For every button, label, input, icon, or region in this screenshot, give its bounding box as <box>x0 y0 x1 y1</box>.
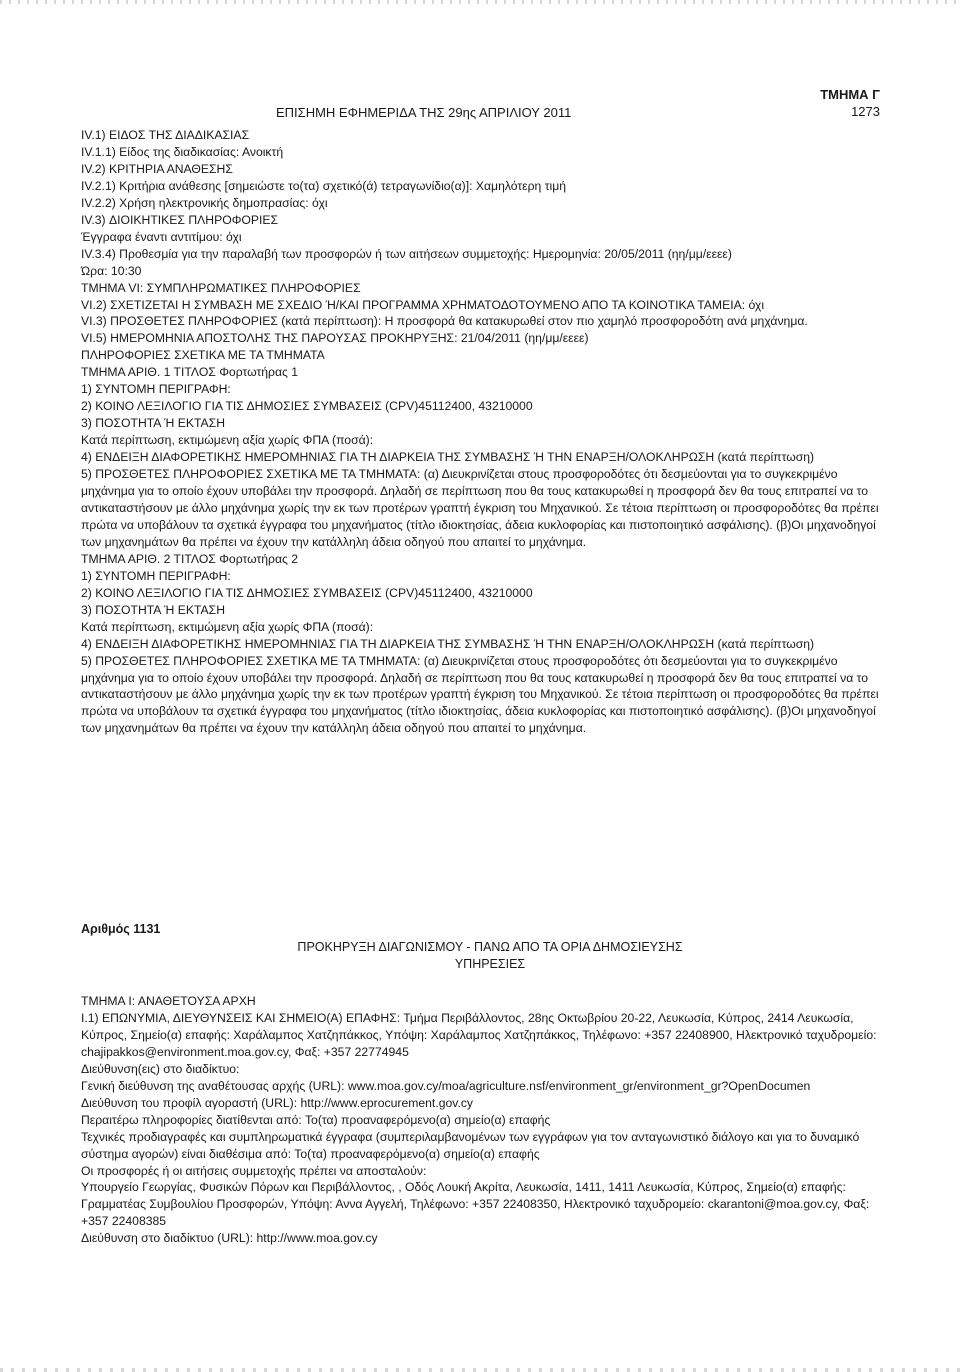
lot1-additional-info: 5) ΠΡΟΣΘΕΤΕΣ ΠΛΗΡΟΦΟΡΙΕΣ ΣΧΕΤΙΚΑ ΜΕ ΤΑ ΤΜΗΜΑΤΑ: (α) Διευκρινίζεται στους προσφοροδότες ότι δεσμεύονται για το συγκεκριμένο μηχάνημα για το οποίο έχουν υποβάλει την προσφορά. Δηλαδή σε περίπτωση που θα τους κατακυρωθεί η προσφορά δεν θα τους επιτραπεί να το αντικαταστήσουν με άλλο μηχάνημα χωρίς την εκ των προτέρων γραπτή έγκριση του Μηχανικού. Σε τέτοια περίπτωση οι προσφοροδότες θα πρέπει πρώτα να υποβάλουν τα σχετικά έγγραφα του μηχανήματος (τίτλο ιδιοκτησίας, άδεια κυκλοφορίας και πιστοποιητικό ασφάλισης). (β)Οι μηχανοδηγοί των μηχανημάτων θα πρέπει να έχουν την κατάλληλη άδεια οδηγού που απαιτεί το μηχάνημα. <box>81 467 879 549</box>
lot2-estimated-value: Κατά περίπτωση, εκτιμώμενη αξία χωρίς ΦΠΑ (ποσά): <box>81 619 374 634</box>
page-number: 1273 <box>851 104 880 119</box>
lots-heading: ΠΛΗΡΟΦΟΡΙΕΣ ΣΧΕΤΙΚΑ ΜΕ ΤΑ ΤΜΗΜΑΤΑ <box>81 348 325 363</box>
text-line: IV.2.1) Κριτήρια ανάθεσης [σημειώστε το(τα) σχετικό(ά) τετραγωνίδιο(α)]: Χαμηλότερη τιμή <box>81 178 567 193</box>
lot2-additional-info: 5) ΠΡΟΣΘΕΤΕΣ ΠΛΗΡΟΦΟΡΙΕΣ ΣΧΕΤΙΚΑ ΜΕ ΤΑ ΤΜΗΜΑΤΑ: (α) Διευκρινίζεται στους προσφοροδότες ότι δεσμεύονται για το συγκεκριμένο μηχάνημα για το οποίο έχουν υποβάλει την προσφορά. Δηλαδή σε περίπτωση που θα τους κατακυρωθεί η προσφορά δεν θα τους επιτραπεί να το αντικαταστήσουν με άλλο μηχάνημα χωρίς την εκ των προτέρων γραπτή έγκριση του Μηχανικού. Σε τέτοια περίπτωση οι προσφοροδότες θα πρέπει πρώτα να υποβάλουν τα σχετικά έγγραφα του μηχανήματος (τίτλο ιδιοκτησίας, άδεια κυκλοφορίας και πιστοποιητικό ασφάλισης). (β)Οι μηχανοδηγοί των μηχανημάτων θα πρέπει να έχουν την κατάλληλη άδεια οδηγού που απαιτεί το μηχάνημα. <box>81 653 879 736</box>
vi2-paragraph: VI.2) ΣΧΕΤΙΖΕΤΑΙ Η ΣΥΜΒΑΣΗ ΜΕ ΣΧΕΔΙΟ Ή/ΚΑΙ ΠΡΟΓΡΑΜΜΑ ΧΡΗΜΑΤΟΔΟΤΟΥΜΕΝΟ ΑΠΟ ΤΑ ΚΟΙΝΟΤΙΚΑ ΤΑΜΕΙΑ: όχι <box>81 297 765 312</box>
text-line: IV.3.4) Προθεσμία για την παραλαβή των προσφορών ή των αιτήσεων συμμετοχής: Ημερομηνία: 20/05/2011 (ηη/μμ/εεεε) <box>81 246 732 261</box>
ministry-contact: Υπουργείο Γεωργίας, Φυσικών Πόρων και Περιβάλλοντος, , Οδός Λουκή Ακρίτα, Λευκωσία, 1411, 1411 Λευκωσία, Κύπρος, Σημείο(α) επαφής: Γραμματέας Συμβουλίου Προσφορών, Υπόψη: Αννα Αγγελή, Τηλέφωνο: +357 22408350, Ηλεκτρονικό ταχυδρομείο: ckarantoni@moa.gov.cy, Φαξ: +357 22408385 <box>81 1180 870 1229</box>
lot1-duration: 4) ΕΝΔΕΙΞΗ ΔΙΑΦΟΡΕΤΙΚΗΣ ΗΜΕΡΟΜΗΝΙΑΣ ΓΙΑ ΤΗ ΔΙΑΡΚΕΙΑ ΤΗΣ ΣΥΜΒΑΣΗΣ Ή ΤΗΝ ΕΝΑΡΞΗ/ΟΛΟΚΛΗΡΩΣΗ (κατά περίπτωση) <box>81 450 815 465</box>
text-line: Έγγραφα έναντι αντιτίμου: όχι <box>81 229 242 244</box>
text-line: IV.2.2) Χρήση ηλεκτρονικής δημοπρασίας: όχι <box>81 195 328 210</box>
text-line: IV.3) ΔΙΟΙΚΗΤΙΚΕΣ ΠΛΗΡΟΦΟΡΙΕΣ <box>81 212 279 227</box>
notice-number: Αριθμός 1131 <box>81 922 161 936</box>
text-line: Ώρα: 10:30 <box>81 263 142 278</box>
lot1-cpv: 2) ΚΟΙΝΟ ΛΕΞΙΛΟΓΙΟ ΓΙΑ ΤΙΣ ΔΗΜΟΣΙΕΣ ΣΥΜΒΑΣΕΙΣ (CPV)45112400, 43210000 <box>81 399 533 414</box>
notice-title-line1: ΠΡΟΚΗΡΥΞΗ ΔΙΑΓΩΝΙΣΜΟΥ - ΠΑΝΩ ΑΠΟ ΤΑ ΟΡΙΑ ΔΗΜΟΣΙΕΥΣΗΣ <box>297 940 683 954</box>
contracting-authority-section <box>81 993 881 1247</box>
lot2-short-description: 1) ΣΥΝΤΟΜΗ ΠΕΡΙΓΡΑΦΗ: <box>81 568 231 583</box>
general-address: Γενική διεύθυνση της αναθέτουσας αρχής (URL): www.moa.gov.cy/moa/agriculture.nsf/environment_gr/environment_gr?OpenDocumen <box>81 1078 811 1093</box>
procedure-section <box>81 127 881 737</box>
lot2-title: ΤΜΗΜΑ ΑΡΙΘ. 2 ΤΙΤΛΟΣ Φορτωτήρας 2 <box>81 551 299 566</box>
lot1-title: ΤΜΗΜΑ ΑΡΙΘ. 1 ΤΙΤΛΟΣ Φορτωτήρας 1 <box>81 365 299 380</box>
notice-title <box>240 939 740 973</box>
web-address: Διεύθυνση στο διαδίκτυο (URL): http://www.moa.gov.cy <box>81 1231 378 1246</box>
scan-edge-top <box>0 0 960 4</box>
scan-edge-bottom <box>0 1368 960 1372</box>
vi5-line: VI.5) ΗΜΕΡΟΜΗΝΙΑ ΑΠΟΣΤΟΛΗΣ ΤΗΣ ΠΑΡΟΥΣΑΣ ΠΡΟΚΗΡΥΞΗΣ: 21/04/2011 (ηη/μμ/εεεε) <box>81 331 589 346</box>
further-info: Περαιτέρω πληροφορίες διατίθενται από: Το(τα) προαναφερόμενο(α) σημείο(α) επαφής <box>81 1112 551 1127</box>
lot1-quantity: 3) ΠΟΣΟΤΗΤΑ Ή ΕΚΤΑΣΗ <box>81 416 226 431</box>
lot1-short-description: 1) ΣΥΝΤΟΜΗ ΠΕΡΙΓΡΑΦΗ: <box>81 382 231 397</box>
page-header-right <box>820 86 880 120</box>
section1-heading: ΤΜΗΜΑ Ι: ΑΝΑΘΕΤΟΥΣΑ ΑΡΧΗ <box>81 994 256 1008</box>
section-label: ΤΜΗΜΑ Γ <box>820 87 880 102</box>
specifications-info: Τεχνικές προδιαγραφές και συμπληρωματικά έγγραφα (συμπεριλαμβανομένων των εγγράφων για τον ανταγωνιστικό διάλογο και για το δυναμικό σύστημα αγορών) είναι διαθέσιμα από: Το(τα) προαναφερόμενο(α) σημείο(α) επαφής <box>81 1129 860 1161</box>
send-to-label: Οι προσφορές ή οι αιτήσεις συμμετοχής πρέπει να αποσταλούν: <box>81 1163 427 1178</box>
lot2-duration: 4) ΕΝΔΕΙΞΗ ΔΙΑΦΟΡΕΤΙΚΗΣ ΗΜΕΡΟΜΗΝΙΑΣ ΓΙΑ ΤΗ ΔΙΑΡΚΕΙΑ ΤΗΣ ΣΥΜΒΑΣΗΣ Ή ΤΗΝ ΕΝΑΡΞΗ/ΟΛΟΚΛΗΡΩΣΗ (κατά περίπτωση) <box>81 636 815 651</box>
lot2-cpv: 2) ΚΟΙΝΟ ΛΕΞΙΛΟΓΙΟ ΓΙΑ ΤΙΣ ΔΗΜΟΣΙΕΣ ΣΥΜΒΑΣΕΙΣ (CPV)45112400, 43210000 <box>81 585 533 600</box>
notice-title-line2: ΥΠΗΡΕΣΙΕΣ <box>454 957 526 971</box>
text-line: IV.1.1) Είδος της διαδικασίας: Ανοικτή <box>81 144 284 159</box>
text-line: IV.2) ΚΡΙΤΗΡΙΑ ΑΝΑΘΕΣΗΣ <box>81 161 233 176</box>
text-line: ΤΜΗΜΑ VI: ΣΥΜΠΛΗΡΩΜΑΤΙΚΕΣ ΠΛΗΡΟΦΟΡΙΕΣ <box>81 280 361 295</box>
contact-points: I.1) ΕΠΩΝΥΜΙΑ, ΔΙΕΥΘΥΝΣΕΙΣ ΚΑΙ ΣΗΜΕΙΟ(Α) ΕΠΑΦΗΣ: Τμήμα Περιβάλλοντος, 28ης Οκτωβρίου 20-22, Λευκωσία, Κύπρος, 2414 Λευκωσία, Κύπρος, Σημείο(α) επαφής: Χαράλαμπος Χατζηπάκκος, Υπόψη: Χαράλαμπος Χατζηπάκκος, Τηλέφωνο: +357 22408900, Ηλεκτρονικό ταχυδρομείο: chajipakkos@environment.moa.gov.cy, Φαξ: +357 22774945 <box>81 1010 877 1059</box>
lot2-quantity: 3) ΠΟΣΟΤΗΤΑ Ή ΕΚΤΑΣΗ <box>81 602 226 617</box>
internet-addresses-label: Διεύθυνση(εις) στο διαδίκτυο: <box>81 1061 240 1076</box>
lot1-estimated-value: Κατά περίπτωση, εκτιμώμενη αξία χωρίς ΦΠΑ (ποσά): <box>81 433 374 448</box>
gazette-title: ΕΠΙΣΗΜΗ ΕΦΗΜΕΡΙΔΑ ΤΗΣ 29ης ΑΠΡΙΛΙΟΥ 2011 <box>276 105 572 120</box>
vi3-paragraph: VI.3) ΠΡΟΣΘΕΤΕΣ ΠΛΗΡΟΦΟΡΙΕΣ (κατά περίπτωση): Η προσφορά θα κατακυρωθεί στον πιο χαμηλό προσφοροδότη ανά μηχάνημα. <box>81 314 808 329</box>
buyer-profile: Διεύθυνση του προφίλ αγοραστή (URL): http://www.eprocurement.gov.cy <box>81 1095 474 1110</box>
text-line: IV.1) ΕΙΔΟΣ ΤΗΣ ΔΙΑΔΙΚΑΣΙΑΣ <box>81 128 250 142</box>
